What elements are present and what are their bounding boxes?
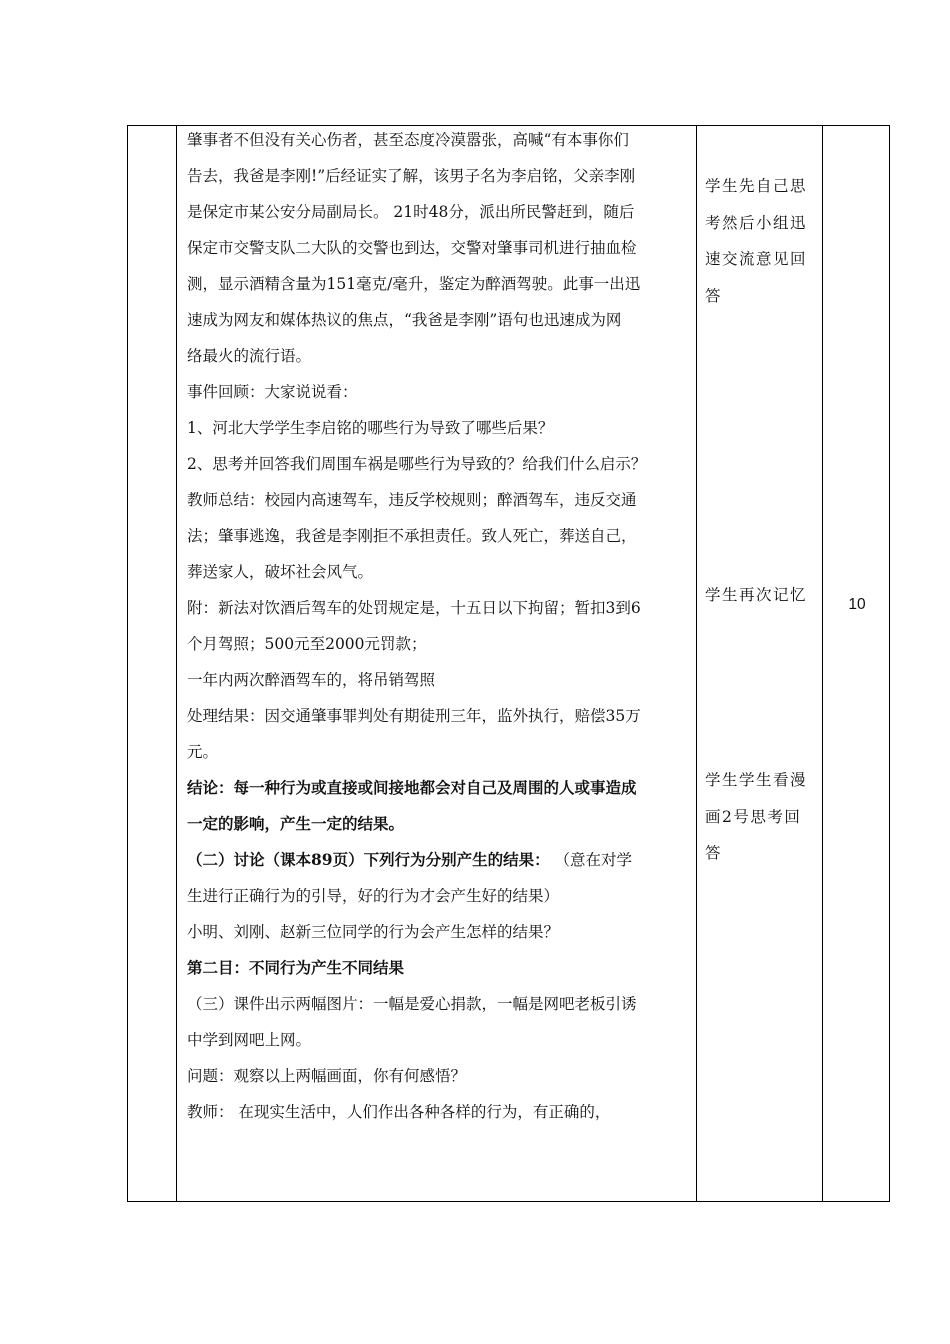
content-line	[187, 626, 692, 662]
content-line-text: 元。	[187, 743, 219, 761]
content-line-text: 法；肇事逃逸，我爸是李刚拒不承担责任。致人死亡，葬送自己，	[187, 527, 637, 545]
activity-line: 画2号思考回	[705, 807, 802, 826]
content-line	[187, 266, 692, 302]
content-line-text: 告去，我爸是李刚!”后经证实了解，该男子名为李启铭，父亲李刚	[187, 167, 636, 185]
content-line-text: 2、思考并回答我们周围车祸是哪些行为导致的？给我们什么启示？	[187, 455, 647, 473]
column-divider-1	[176, 125, 177, 1202]
content-line-text: 教师总结：校园内高速驾车，违反学校规则；醉酒驾车，违反交通	[187, 491, 637, 509]
content-line-note: （意在对学	[549, 851, 633, 869]
content-line	[187, 1058, 692, 1094]
content-line-text: 小明、刘刚、赵新三位同学的行为会产生怎样的结果？	[187, 923, 560, 941]
content-line-text: 一年内两次醉酒驾车的，将吊销驾照	[187, 671, 436, 689]
content-line	[187, 734, 692, 770]
time-minutes: 10	[848, 596, 866, 613]
content-line	[187, 1094, 692, 1130]
content-line	[187, 410, 692, 446]
content-line	[187, 590, 692, 626]
content-line-text: 1、河北大学学生李启铭的哪些行为导致了哪些后果？	[187, 419, 554, 437]
student-activity-think-discuss	[705, 168, 817, 314]
content-line	[187, 770, 692, 806]
column-divider-2	[696, 125, 697, 1202]
content-line-text: （三）课件出示两幅图片：一幅是爱心捐款，一幅是网吧老板引诱	[187, 995, 637, 1013]
table-bottom-border	[127, 1201, 890, 1202]
activity-line: 学生再次记忆	[705, 586, 808, 604]
student-activity-comic	[705, 762, 817, 872]
activity-line: 考然后小组迅	[705, 213, 808, 232]
content-line-text: 是保定市某公安分局副局长。 21时48分，派出所民警赶到，随后	[187, 203, 635, 221]
content-line-text: 一定的影响，产生一定的结果。	[187, 814, 405, 833]
content-line-text: 络最火的流行语。	[187, 347, 312, 365]
content-line-text: 处理结果：因交通肇事罪判处有期徒刑三年，监外执行，赔偿35万	[187, 707, 641, 725]
activity-line: 学生学生看漫	[705, 771, 808, 789]
activity-line: 答	[705, 844, 723, 862]
content-line	[187, 338, 692, 374]
content-line	[187, 158, 692, 194]
table-left-border	[127, 125, 128, 1202]
content-line-text: 附：新法对饮酒后驾车的处罚规定是，十五日以下拘留；暂扣3到6	[187, 599, 641, 617]
content-line	[187, 986, 692, 1022]
content-line-text: 保定市交警支队二大队的交警也到达，交警对肇事司机进行抽血检	[187, 239, 637, 257]
column-divider-3	[822, 125, 823, 1202]
content-line-text: 生进行正确行为的引导，好的行为才会产生好的结果）	[187, 887, 560, 905]
content-line-text: 事件回顾：大家说说看：	[187, 383, 358, 401]
content-line-text: 速成为网友和媒体热议的焦点，“我爸是李刚”语句也迅速成为网	[187, 311, 622, 329]
content-line	[187, 446, 692, 482]
content-line	[187, 878, 692, 914]
content-line	[187, 662, 692, 698]
activity-line: 学生先自己思	[705, 177, 808, 195]
content-line-text: 个月驾照；500元至2000元罚款；	[187, 635, 427, 653]
content-line-text: （二）讨论（课本89页）下列行为分别产生的结果：	[187, 850, 550, 869]
content-line-text: 教师： 在现实生活中，人们作出各种各样的行为，有正确的，	[187, 1103, 611, 1121]
content-line	[187, 698, 692, 734]
content-line	[187, 230, 692, 266]
content-line	[187, 302, 692, 338]
content-line	[187, 842, 692, 878]
content-line-text: 第二目：不同行为产生不同结果	[187, 958, 405, 977]
content-line	[187, 122, 692, 158]
content-line	[187, 374, 692, 410]
content-line	[187, 518, 692, 554]
content-line	[187, 914, 692, 950]
content-line	[187, 1022, 692, 1058]
content-line-text: 葬送家人，破坏社会风气。	[187, 563, 374, 581]
content-line	[187, 950, 692, 986]
content-line	[187, 482, 692, 518]
student-activity-recall	[705, 577, 817, 614]
content-line-text: 中学到网吧上网。	[187, 1031, 312, 1049]
content-line-text: 问题：观察以上两幅画面，你有何感悟？	[187, 1067, 467, 1085]
teaching-content-column	[187, 122, 692, 1130]
content-line	[187, 554, 692, 590]
activity-line: 速交流意见回	[705, 250, 808, 268]
content-line-text: 测，显示酒精含量为151毫克/毫升，鉴定为醉酒驾驶。此事一出迅	[187, 275, 641, 293]
table-right-border	[889, 125, 890, 1202]
content-line-text: 肇事者不但没有关心伤者，甚至态度冷漠嚣张，高喊“有本事你们	[187, 131, 629, 149]
activity-line: 答	[705, 286, 723, 305]
content-line-text: 结论：每一种行为或直接或间接地都会对自己及周围的人或事造成	[187, 778, 637, 797]
content-line	[187, 806, 692, 842]
content-line	[187, 194, 692, 230]
